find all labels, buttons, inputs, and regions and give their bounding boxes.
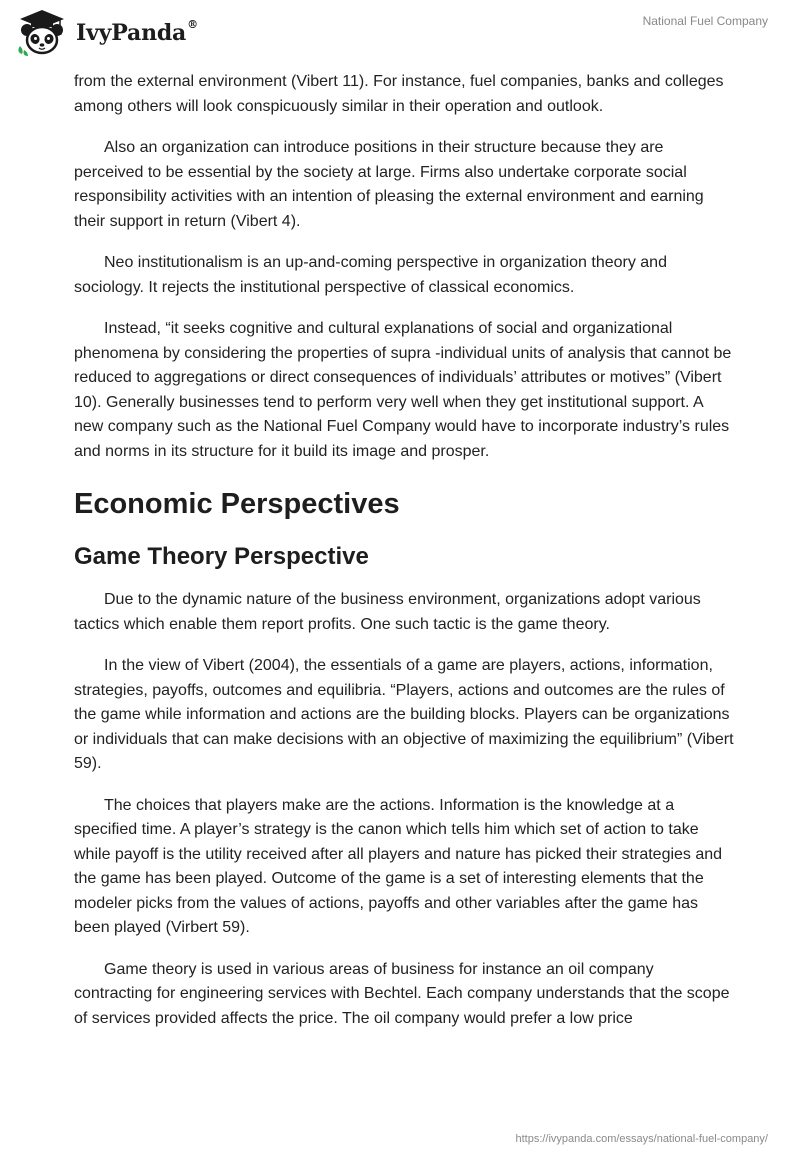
registered-mark: ® bbox=[187, 18, 198, 31]
paragraph-5: Due to the dynamic nature of the business environment, organizations adopt various tactics which enable them report profits. One such tactic is the game theory. bbox=[74, 591, 701, 633]
paragraph-4: Instead, “it seeks cognitive and cultural explanations of social and organizational phenomena by considering the properties of supra -individual units of analysis that cannot be reduced to aggregations or direct consequences of individuals’ attributes or motives” (Vibert 10). Generally businesses tend to perform very well when they get institutional support. A new company such as the National Fuel Company would have to incorporate industry’s rules and norms in its structure for it build its image and prosper. bbox=[74, 320, 732, 460]
paragraph-2: Also an organization can introduce positions in their structure because they are perceived to be essential by the society at large. Firms also undertake corporate social responsibility activities with an intention of pleasing the external environment and earning their support in return (Vibert 4). bbox=[74, 139, 704, 230]
page-header bbox=[0, 0, 800, 70]
subsection-heading-game-theory: Game Theory Perspective bbox=[74, 543, 369, 570]
ivypanda-logo[interactable] bbox=[14, 8, 198, 58]
paragraph-3: Neo institutionalism is an up-and-coming perspective in organization theory and sociology. It rejects the institutional perspective of classical economics. bbox=[74, 254, 667, 296]
brand-name bbox=[76, 20, 198, 46]
paragraph-1: from the external environment (Vibert 11). For instance, fuel companies, banks and colleges among others will look conspicuously similar in their operation and outlook. bbox=[74, 73, 724, 115]
panda-graduate-icon bbox=[14, 8, 70, 58]
paragraph-7: The choices that players make are the actions. Information is the knowledge at a specified time. A player’s strategy is the canon which tells him which set of action to take while payoff is the utility received after all players and nature has picked their strategies and the game has been played. Outcome of the game is a set of interesting elements that the modeler picks from the values of actions, payoffs and other variables after the game has been played (Virbert 59). bbox=[74, 796, 723, 936]
footer-source-url[interactable]: https://ivypanda.com/essays/national-fuel-company/ bbox=[515, 1133, 768, 1145]
paragraph-6: In the view of Vibert (2004), the essentials of a game are players, actions, information, strategies, payoffs, outcomes and equilibria. “Players, actions and outcomes are the rules of the game while information and actions are the building blocks. Players can be organizations or individuals that can make decisions with an objective of maximizing the equilibrium” (Vibert 59). bbox=[74, 657, 734, 772]
document-title: National Fuel Company bbox=[642, 14, 768, 28]
section-heading-economic-perspectives: Economic Perspectives bbox=[74, 488, 400, 520]
essay-content bbox=[74, 70, 734, 1048]
paragraph-8: Game theory is used in various areas of business for instance an oil company contracting for engineering services with Bechtel. Each company understands that the scope of services provided affects the price. The oil company would prefer a low price bbox=[74, 960, 730, 1027]
brand-name-text: IvyPanda bbox=[76, 20, 187, 46]
